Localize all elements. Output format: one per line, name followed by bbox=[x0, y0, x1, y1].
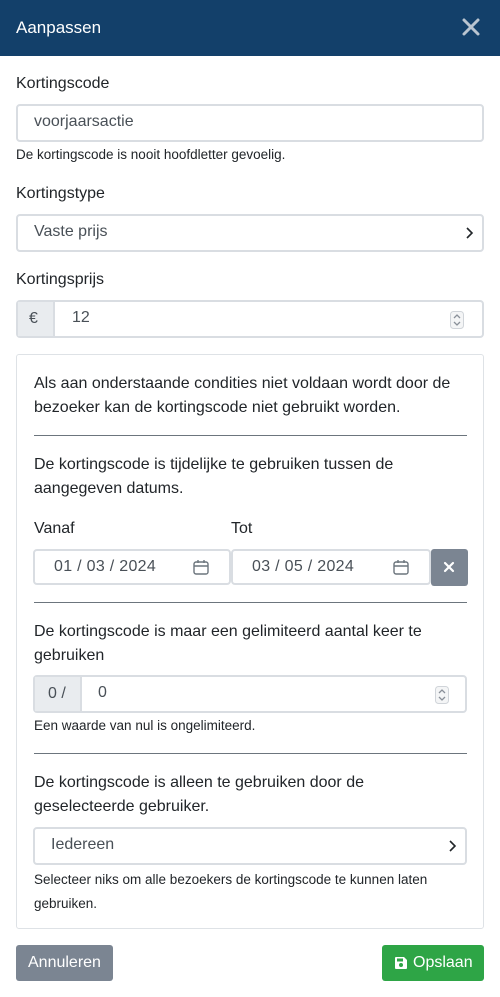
price-value: 12 bbox=[72, 309, 90, 326]
close-button[interactable] bbox=[460, 16, 482, 38]
divider bbox=[34, 753, 467, 754]
limit-value: 0 bbox=[98, 684, 107, 701]
conditions-card bbox=[16, 354, 484, 929]
divider bbox=[34, 435, 467, 436]
dates-text: De kortingscode is tijdelijke te gebruiken tussen de aangegeven datums. bbox=[34, 456, 394, 497]
close-icon bbox=[443, 561, 455, 573]
cancel-label: Annuleren bbox=[28, 954, 101, 971]
limit-prefix-text: 0 / bbox=[48, 685, 66, 702]
divider bbox=[34, 602, 467, 603]
to-label: Tot bbox=[231, 520, 253, 537]
save-label: Opslaan bbox=[413, 954, 473, 971]
save-icon bbox=[394, 956, 408, 970]
calendar-icon[interactable] bbox=[393, 559, 409, 575]
type-select[interactable] bbox=[16, 214, 484, 252]
chevron-right-icon bbox=[447, 839, 457, 853]
cancel-button[interactable] bbox=[16, 945, 113, 981]
code-value: voorjaarsactie bbox=[34, 113, 134, 130]
price-label: Kortingsprijs bbox=[16, 271, 105, 288]
user-text: De kortingscode is alleen te gebruiken door de geselecteerde gebruiker. bbox=[34, 774, 364, 815]
user-selected: Iedereen bbox=[51, 836, 115, 853]
limit-text: De kortingscode is maar een gelimiteerd aantal keer te gebruiken bbox=[34, 623, 422, 664]
modal-header bbox=[0, 0, 500, 56]
limit-prefix bbox=[35, 677, 82, 711]
spinner-icon[interactable] bbox=[450, 311, 464, 329]
to-date-value: 03 / 05 / 2024 bbox=[252, 558, 355, 575]
from-date-value: 01 / 03 / 2024 bbox=[54, 558, 157, 575]
calendar-icon[interactable] bbox=[193, 559, 209, 575]
save-button[interactable] bbox=[382, 945, 484, 981]
to-date-input[interactable] bbox=[231, 549, 431, 585]
euro-symbol: € bbox=[29, 310, 38, 327]
spinner-icon[interactable] bbox=[435, 686, 449, 704]
clear-dates-button[interactable] bbox=[431, 549, 468, 586]
chevron-right-icon bbox=[464, 226, 474, 240]
type-selected: Vaste prijs bbox=[34, 223, 108, 240]
price-prefix bbox=[18, 302, 55, 336]
limit-help: Een waarde van nul is ongelimiteerd. bbox=[34, 718, 256, 733]
conditions-intro: Als aan onderstaande condities niet voldaan wordt door de bezoeker kan de kortingscode niet gebruikt worden. bbox=[34, 375, 451, 416]
code-label: Kortingscode bbox=[16, 75, 110, 92]
close-icon bbox=[460, 16, 482, 38]
code-help: De kortingscode is nooit hoofdletter gevoelig. bbox=[16, 147, 286, 162]
type-label: Kortingstype bbox=[16, 185, 105, 202]
price-input[interactable] bbox=[16, 300, 484, 338]
user-help: Selecteer niks om alle bezoekers de kortingscode te kunnen laten gebruiken. bbox=[34, 872, 428, 911]
user-select[interactable] bbox=[33, 827, 467, 865]
limit-input[interactable] bbox=[33, 675, 467, 713]
code-input[interactable] bbox=[16, 104, 484, 142]
from-label: Vanaf bbox=[34, 520, 75, 537]
modal-title: Aanpassen bbox=[16, 18, 102, 37]
from-date-input[interactable] bbox=[33, 549, 231, 585]
